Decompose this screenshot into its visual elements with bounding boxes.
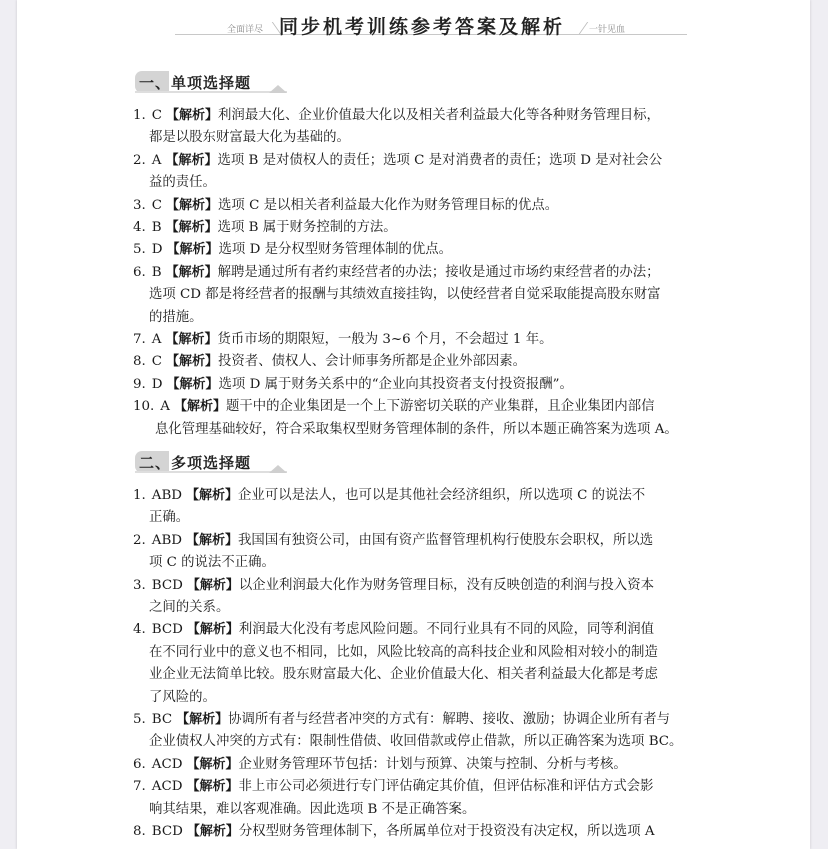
analysis-text: 利润最大化没有考虑风险问题。不同行业具有不同的风险，同等利润值 [238, 622, 654, 638]
analysis-tag: 【解析】 [186, 532, 239, 548]
section-label: 二、多项选择题 [139, 454, 252, 472]
triangle-decoration-icon [269, 465, 287, 473]
analysis-tag: 【解析】 [165, 332, 218, 347]
analysis-text: 选项 B 是对债权人的责任；选项 C 是对消费者的责任；选项 D 是对社会公 [217, 152, 663, 168]
answer-item [133, 709, 695, 754]
page-header [175, 10, 687, 40]
answer-item [133, 195, 695, 217]
analysis-tag: 【解析】 [186, 824, 239, 839]
item-answer: B [151, 220, 162, 235]
answer-item [133, 396, 695, 441]
analysis-tag: 【解析】 [186, 577, 239, 593]
item-number: 2. [133, 532, 146, 548]
answer-first-line [133, 776, 695, 798]
analysis-continuation: 正确。 [149, 510, 190, 526]
analysis-tag: 【解析】 [165, 220, 218, 235]
item-answer: ABD [151, 488, 183, 503]
analysis-tag: 【解析】 [176, 712, 229, 727]
answer-first-line [133, 239, 695, 261]
item-answer: C [151, 197, 163, 213]
analysis-text: 解聘是通过所有者约束经营者的办法；接收是通过市场约束经营者的办法； [217, 264, 660, 280]
analysis-text: 投资者、债权人、会计师事务所都是企业外部因素。 [218, 354, 527, 370]
item-answer: D [151, 242, 163, 258]
answer-item [133, 530, 695, 575]
header-left-tag: 全面详尽 [227, 25, 264, 35]
answer-first-line [133, 530, 695, 552]
analysis-text: 选项 C 是以相关者利益最大化作为财务管理目标的优点。 [218, 197, 559, 213]
answer-item [133, 262, 695, 329]
answer-first-line [133, 485, 695, 507]
item-answer: A [151, 152, 162, 168]
analysis-tag: 【解析】 [166, 197, 219, 213]
analysis-continuation: 益的责任。 [149, 175, 216, 191]
answer-item [133, 217, 695, 239]
item-number: 9. [133, 376, 146, 392]
analysis-continuation: 项 C 的说法不正确。 [149, 555, 275, 571]
answer-first-line [133, 150, 695, 172]
answer-item [133, 619, 695, 709]
answer-item [133, 351, 695, 373]
analysis-text: 利润最大化、企业价值最大化以及相关者利益最大化等各种财务管理目标， [218, 108, 660, 123]
answer-first-line [133, 374, 695, 396]
item-number: 4. [133, 622, 146, 638]
analysis-tag: 【解析】 [186, 622, 239, 638]
item-answer: A [160, 399, 170, 415]
item-number: 3. [133, 197, 146, 213]
item-answer: ABD [151, 532, 183, 548]
item-answer: ACD [151, 756, 183, 772]
analysis-text: 我国国有独资公司，由国有资产监督管理机构行使股东会职权，所以选 [238, 532, 654, 548]
answer-first-line [133, 709, 695, 731]
item-answer: A [151, 332, 162, 347]
analysis-continuation: 选项 CD 都是将经营者的报酬与其绩效直接挂钩，以使经营者自觉采取能提高股东财富 [149, 287, 661, 303]
section-heading [135, 71, 285, 93]
analysis-text: 企业可以是法人，也可以是其他社会经济组织，所以选项 C 的说法不 [238, 488, 646, 503]
answer-first-line [133, 262, 695, 284]
item-number: 7. [133, 332, 146, 347]
answer-first-line [133, 396, 695, 418]
answer-first-line [133, 329, 695, 351]
item-number: 8. [133, 824, 146, 839]
triangle-decoration-icon [269, 85, 287, 93]
answer-item [133, 776, 695, 821]
analysis-text: 选项 B 属于财务控制的方法。 [217, 220, 397, 235]
answer-first-line [133, 754, 695, 776]
section-label: 一、单项选择题 [139, 74, 252, 92]
item-number: 4. [133, 220, 146, 235]
analysis-continuation: 息化管理基础较好，符合采取集权型财务管理体制的条件，所以本题正确答案为选项 A。 [155, 421, 678, 437]
analysis-continuation: 的措施。 [149, 309, 203, 325]
analysis-tag: 【解析】 [166, 242, 219, 258]
analysis-continuation: 之间的关系。 [149, 600, 230, 615]
analysis-tag: 【解析】 [165, 264, 218, 280]
item-answer: B [151, 264, 162, 280]
analysis-tag: 【解析】 [166, 354, 219, 370]
item-answer: BCD [151, 577, 183, 593]
analysis-text: 企业财务管理环节包括：计划与预算、决策与控制、分析与考核。 [238, 756, 627, 772]
analysis-text: 选项 D 是分权型财务管理体制的优点。 [218, 242, 453, 258]
answer-first-line [133, 217, 695, 239]
document-page [17, 0, 810, 849]
analysis-text: 协调所有者与经营者冲突的方式有：解聘、接收、激励；协调企业所有者与 [228, 712, 671, 727]
item-answer: BC [151, 712, 173, 727]
analysis-continuation: 了风险的。 [149, 689, 216, 705]
answer-item [133, 329, 695, 351]
analysis-continuation: 都是以股东财富最大化为基础的。 [149, 130, 350, 146]
analysis-tag: 【解析】 [166, 108, 219, 123]
item-number: 3. [133, 577, 146, 593]
item-answer: BCD [151, 824, 183, 839]
answer-item [133, 575, 695, 620]
answer-item [133, 821, 695, 843]
page-title: 同步机考训练参考答案及解析 [279, 16, 566, 38]
answer-item [133, 239, 695, 261]
item-answer: ACD [151, 779, 183, 795]
analysis-continuation: 企业债权人冲突的方式有：限制性借债、收回借款或停止借款，所以正确答案为选项 BC。 [149, 734, 683, 750]
item-number: 5. [133, 712, 146, 727]
answer-first-line [133, 105, 695, 127]
analysis-text: 分权型财务管理体制下，各所属单位对于投资没有决定权，所以选项 A [238, 824, 655, 839]
item-answer: BCD [151, 622, 183, 638]
analysis-tag: 【解析】 [173, 399, 226, 415]
analysis-continuation: 响其结果，难以客观准确。因此选项 B 不是正确答案。 [149, 801, 476, 817]
item-number: 10. [133, 399, 155, 415]
item-number: 1. [133, 488, 146, 503]
item-number: 2. [133, 152, 146, 168]
answer-item [133, 485, 695, 530]
item-answer: C [151, 108, 163, 123]
answer-first-line [133, 821, 695, 843]
item-number: 5. [133, 242, 146, 258]
item-number: 7. [133, 779, 146, 795]
item-number: 6. [133, 756, 146, 772]
item-answer: D [151, 376, 163, 392]
analysis-tag: 【解析】 [165, 152, 218, 168]
analysis-text: 题干中的企业集团是一个上下游密切关联的产业集群，且企业集团内部信 [225, 399, 655, 415]
answer-item [133, 374, 695, 396]
answer-first-line [133, 195, 695, 217]
item-number: 6. [133, 264, 146, 280]
header-right-tag: 一针见血 [589, 25, 626, 35]
answer-item [133, 105, 695, 150]
answer-first-line [133, 575, 695, 597]
analysis-text: 选项 D 属于财务关系中的“企业向其投资者支付投资报酬”。 [218, 376, 573, 392]
analysis-tag: 【解析】 [186, 779, 239, 795]
answer-item [133, 150, 695, 195]
analysis-text: 以企业利润最大化作为财务管理目标，没有反映创造的利润与投入资本 [238, 577, 654, 593]
answer-first-line [133, 351, 695, 373]
item-answer: C [151, 354, 163, 370]
section-heading [135, 451, 285, 473]
item-number: 1. [133, 108, 146, 123]
analysis-tag: 【解析】 [186, 756, 239, 772]
analysis-continuation: 业企业无法简单比较。股东财富最大化、企业价值最大化、相关者利益最大化都是考虑 [149, 667, 658, 683]
analysis-continuation: 在不同行业中的意义也不相同，比如，风险比较高的高科技企业和风险相对较小的制造 [149, 644, 658, 660]
analysis-text: 非上市公司必须进行专门评估确定其价值，但评估标准和评估方式会影 [238, 779, 654, 795]
answer-item [133, 754, 695, 776]
analysis-tag: 【解析】 [186, 488, 239, 503]
answer-first-line [133, 619, 695, 641]
item-number: 8. [133, 354, 146, 370]
analysis-text: 货币市场的期限短，一般为 3~6 个月，不会超过 1 年。 [217, 332, 553, 347]
analysis-tag: 【解析】 [166, 376, 219, 392]
